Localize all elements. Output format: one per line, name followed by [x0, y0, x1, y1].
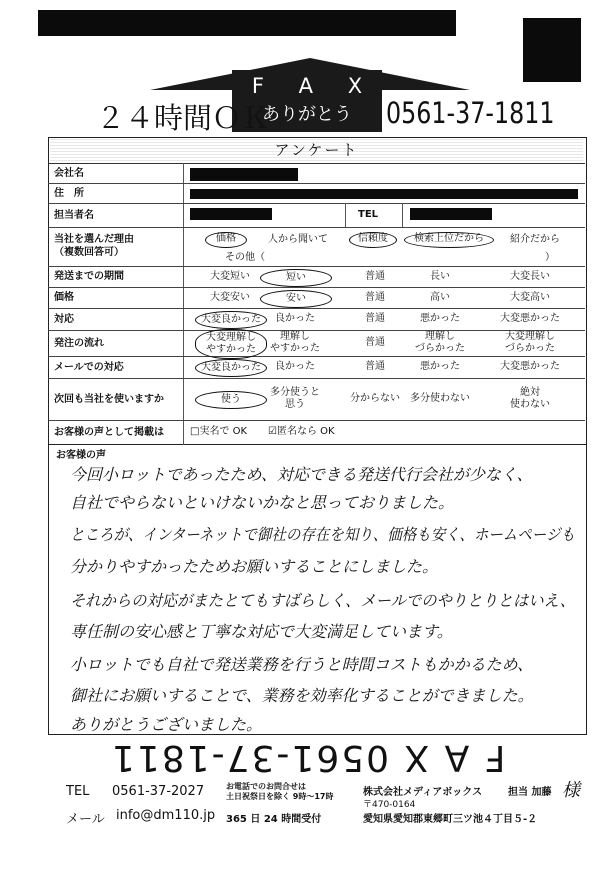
- address-label: 住 所: [54, 188, 84, 199]
- reuse-option-4[interactable]: 多分使わない: [410, 393, 470, 404]
- price-option-3[interactable]: 普通: [365, 291, 385, 303]
- email-support-option-2[interactable]: 良かった: [275, 361, 315, 372]
- reason-option-search-rank[interactable]: 検索上位だから: [404, 232, 494, 248]
- email-support-option-1[interactable]: 大変良かった: [195, 359, 267, 377]
- reuse-option-2[interactable]: 多分使うと 思う: [270, 387, 320, 410]
- redacted-person: [190, 208, 272, 220]
- reason-other-close: ）: [545, 252, 555, 263]
- comment-line: 専任制の安心感と丁寧な対応で大変満足しています。: [70, 622, 453, 641]
- fax-number: 0561-37-1811: [386, 96, 555, 130]
- price-option-2[interactable]: 安い: [260, 290, 332, 308]
- comment-line: ところが、インターネットで御社の存在を知り、価格も安く、ホームページも: [70, 525, 575, 544]
- order-flow-label: 発注の流れ: [54, 337, 104, 349]
- row-reason: [48, 227, 585, 267]
- publish-anonymous-checkbox[interactable]: ☑匿名なら OK: [268, 426, 335, 437]
- redacted-company: [190, 168, 298, 181]
- survey-title-bar: [48, 137, 585, 164]
- footer-contact: 担当 加藤: [508, 787, 552, 798]
- support-option-1[interactable]: 大変良かった: [195, 311, 267, 329]
- reason-option-trust[interactable]: 信頼度: [349, 232, 397, 248]
- price-option-5[interactable]: 大変高い: [510, 291, 550, 303]
- footer-mail-label: メール: [66, 812, 105, 827]
- redacted-header-bar: [38, 10, 456, 36]
- tel-divider: [345, 203, 346, 227]
- price-label: 価格: [54, 292, 74, 303]
- order-flow-option-4[interactable]: 理解し づらかった: [415, 331, 465, 354]
- period-option-2[interactable]: 短い: [260, 269, 332, 287]
- comment-line: 御社にお願いすることで、業務を効率化することができました。: [70, 686, 534, 705]
- order-flow-option-1[interactable]: 大変理解し やすかった: [195, 329, 267, 359]
- reuse-option-3[interactable]: 分からない: [350, 393, 400, 404]
- support-label: 対応: [54, 313, 74, 325]
- footer-company: 株式会社メディアボックス: [363, 787, 483, 798]
- email-support-option-4[interactable]: 悪かった: [420, 361, 460, 372]
- period-option-1[interactable]: 大変短い: [210, 270, 250, 282]
- redacted-address: [190, 189, 578, 199]
- reason-label: 当社を選んだ理由 （複数回答可）: [54, 234, 134, 258]
- order-flow-option-5[interactable]: 大変理解し づらかった: [505, 331, 555, 354]
- row-company: [48, 163, 585, 184]
- order-flow-option-3[interactable]: 普通: [365, 337, 385, 348]
- period-option-4[interactable]: 長い: [430, 270, 450, 282]
- reason-option-word-of-mouth[interactable]: 人から聞いて: [268, 234, 328, 245]
- reuse-label: 次回も当社を使いますか: [54, 393, 164, 405]
- publish-real-name-checkbox[interactable]: □実名で OK: [190, 426, 248, 437]
- email-support-label: メールでの対応: [54, 361, 124, 373]
- survey-title: アンケート: [274, 141, 359, 159]
- email-support-option-5[interactable]: 大変悪かった: [500, 361, 560, 372]
- period-option-5[interactable]: 大変長い: [510, 270, 550, 282]
- reason-option-referral[interactable]: 紹介だから: [510, 234, 560, 245]
- period-label: 発送までの期間: [54, 271, 124, 282]
- reason-option-price[interactable]: 価格: [205, 232, 247, 248]
- comment-line: 今回小ロットであったため、対応できる発送代行会社が少なく、: [70, 465, 533, 484]
- comment-line: 分かりやすかったためお願いすることにしました。: [70, 557, 439, 576]
- reuse-option-1[interactable]: 使う: [195, 391, 267, 409]
- hours-label: ２４時間ＯＫ: [96, 101, 271, 135]
- support-option-5[interactable]: 大変悪かった: [500, 313, 560, 324]
- publish-label: お客様の声として掲載は: [54, 427, 164, 438]
- footer-mail[interactable]: info@dm110.jp: [116, 808, 216, 823]
- tel-divider-2: [402, 203, 403, 227]
- footer-tel-label: TEL: [66, 784, 90, 799]
- support-option-4[interactable]: 悪かった: [420, 313, 460, 324]
- footer-sama: 様: [562, 780, 580, 801]
- reason-other: その他（: [225, 252, 265, 263]
- fax-word: F A X: [251, 74, 377, 98]
- redacted-corner-block: [523, 18, 581, 82]
- comment-line: それからの対応がまたとてもすばらしく、メールでのやりとりとはいえ、: [70, 591, 576, 610]
- footer-phone-note-1: お電話でのお問合せは: [226, 782, 306, 791]
- support-option-2[interactable]: 良かった: [275, 313, 315, 324]
- order-flow-option-2[interactable]: 理解し やすかった: [270, 331, 320, 354]
- comment-heading: お客様の声: [56, 450, 106, 461]
- period-option-3[interactable]: 普通: [365, 270, 385, 282]
- footer-address: 愛知県愛知郡東郷町三ツ池４丁目５-２: [363, 814, 538, 825]
- footer-tel: 0561-37-2027: [112, 784, 205, 799]
- big-fax-number-inverted: F A X 0561-37-1811: [110, 737, 506, 778]
- price-option-4[interactable]: 高い: [430, 291, 450, 303]
- comment-line: 自社でやらないといけないかなと思っておりました。: [70, 493, 455, 512]
- footer-mail-note: 365 日 24 時間受付: [226, 814, 322, 825]
- fax-thanks: ありがとう: [262, 104, 352, 125]
- comment-line: 小ロットでも自社で発送業務を行うと時間コストもかかるため、: [70, 655, 534, 674]
- company-label: 会社名: [54, 168, 84, 179]
- reuse-option-5[interactable]: 絶対 使わない: [510, 387, 550, 410]
- price-option-1[interactable]: 大変安い: [210, 291, 250, 303]
- tel-label: TEL: [358, 209, 379, 220]
- person-label: 担当者名: [54, 210, 94, 221]
- email-support-option-3[interactable]: 普通: [365, 361, 385, 372]
- redacted-tel: [410, 208, 492, 220]
- footer-phone-note-2: 土日祝祭日を除く 9時～17時: [226, 792, 334, 801]
- support-option-3[interactable]: 普通: [365, 313, 385, 324]
- row-person: [48, 203, 585, 228]
- comment-line: ありがとうございました。: [70, 715, 263, 734]
- footer-zip: 〒470-0164: [363, 800, 416, 810]
